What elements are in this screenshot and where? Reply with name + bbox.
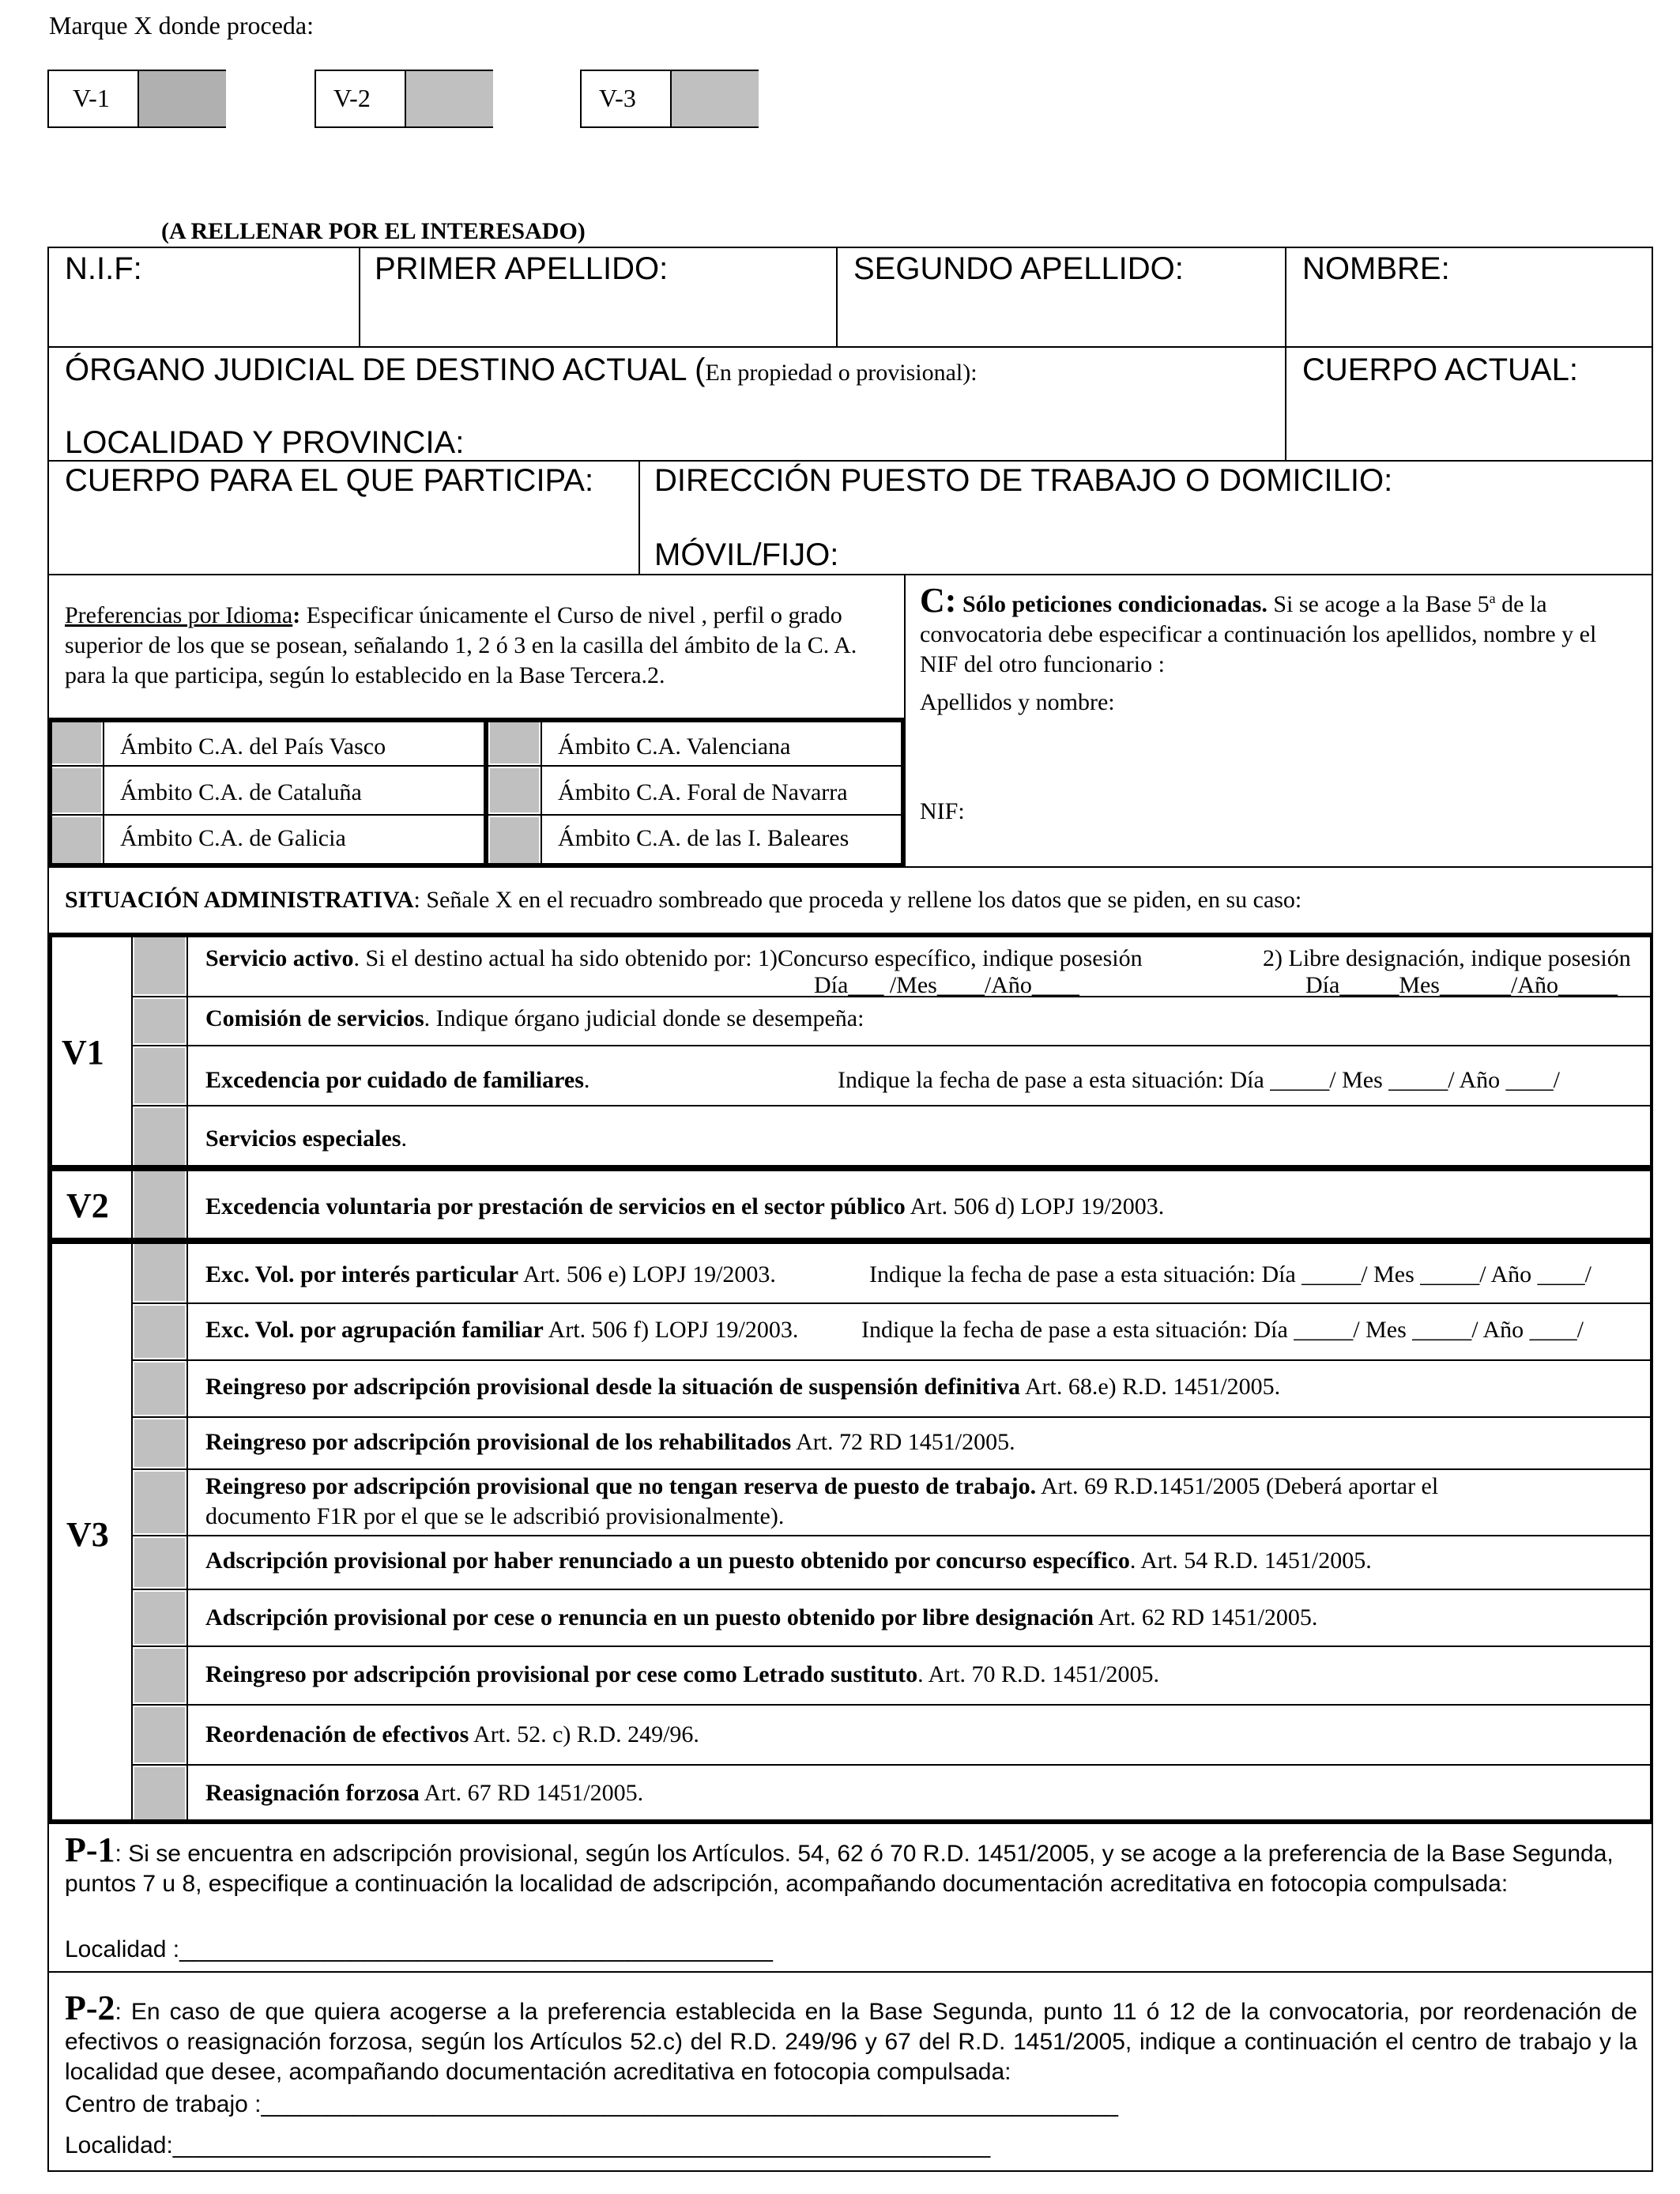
divider <box>484 718 488 868</box>
divider <box>836 247 838 346</box>
nif-label: N.I.F: <box>65 251 142 286</box>
v1-excedencia-text: Excedencia por cuidado de familiares. <box>205 1067 590 1093</box>
ambito-label: Ámbito C.A. de Galicia <box>120 825 346 851</box>
v3-item: Adscripción provisional por haber renunciado a un puesto obtenido por concurso específico. Art. 54 R.D. 1451/2005. <box>205 1547 1372 1574</box>
v3-checkbox[interactable] <box>134 1649 185 1702</box>
v1-especiales-checkbox[interactable] <box>134 1108 185 1165</box>
divider <box>186 936 188 1167</box>
divider <box>131 1242 133 1821</box>
cuerpo-actual-label: CUERPO ACTUAL: <box>1302 352 1578 387</box>
divider <box>133 1359 1650 1361</box>
divider <box>133 1589 1650 1590</box>
v3-item-fecha: Indique la fecha de pase a esta situación: Día _____/ Mes _____/ Año ____/ <box>861 1317 1584 1343</box>
divider <box>133 1764 1650 1766</box>
ambito-checkbox[interactable] <box>52 722 101 763</box>
v2-checkbox[interactable] <box>134 1171 185 1238</box>
option-v1-label: V-1 <box>73 84 110 112</box>
option-v2-label: V-2 <box>333 84 371 112</box>
ambito-checkbox[interactable] <box>52 768 101 812</box>
divider <box>133 1535 1650 1536</box>
cuerpo-participa-label: CUERPO PARA EL QUE PARTICIPA: <box>65 463 594 498</box>
segundo-apellido-label: SEGUNDO APELLIDO: <box>853 251 1184 286</box>
v3-item: Exc. Vol. por agrupación familiar Art. 506 f) LOPJ 19/2003. <box>205 1317 799 1343</box>
v3-checkbox[interactable] <box>134 1767 185 1819</box>
v3-label: V3 <box>66 1515 109 1554</box>
v3-item-fecha: Indique la fecha de pase a esta situación: Día _____/ Mes _____/ Año ____/ <box>869 1261 1591 1287</box>
divider <box>638 460 640 574</box>
v1-activo-libre: 2) Libre designación, indique posesión <box>1263 945 1631 971</box>
ambito-label: Ámbito C.A. Valenciana <box>558 733 791 760</box>
direccion-label: DIRECCIÓN PUESTO DE TRABAJO O DOMICILIO: <box>654 463 1393 498</box>
p2-localidad[interactable]: Localidad:______________________________________________________________ <box>65 2132 991 2158</box>
divider <box>133 1302 1650 1304</box>
divider <box>131 936 133 1167</box>
v1-label: V1 <box>62 1033 104 1072</box>
p1-localidad[interactable]: Localidad :_____________________________________________ <box>65 1936 773 1962</box>
divider <box>133 1468 1650 1470</box>
v1-activo-fecha2: Día_____Mes______/Año_____ <box>1305 972 1618 998</box>
divider <box>133 1704 1650 1706</box>
divider <box>47 574 1653 575</box>
ambito-checkbox[interactable] <box>490 722 539 763</box>
condicionadas-text: C: Sólo peticiones condicionadas. Si se acoge a la Base 5$^a$ de la convocatoria debe especificar a continuación los apellidos, nombre y el NIF del otro funcionario : <box>920 581 1597 677</box>
divider <box>133 1045 1650 1046</box>
v1-comision-checkbox[interactable] <box>134 999 185 1043</box>
v1-excedencia-fecha: Indique la fecha de pase a esta situación: Día _____/ Mes _____/ Año ____/ <box>838 1067 1560 1093</box>
ambito-label: Ámbito C.A. de las I. Baleares <box>558 825 849 851</box>
v1-activo-fecha1: Día___ /Mes____/Año____ <box>814 972 1079 998</box>
situacion-title: SITUACIÓN ADMINISTRATIVA: Señale X en el recuadro sombreado que proceda y rellene los datos que se piden, en su caso: <box>65 887 1302 913</box>
v3-item: Reingreso por adscripción provisional que no tengan reserva de puesto de trabajo. Art. 69 R.D.1451/2005 (Deberá aportar el <box>205 1473 1439 1499</box>
v1-excedencia-checkbox[interactable] <box>134 1048 185 1103</box>
v1-comision-text: Comisión de servicios. Indique órgano judicial donde se desempeña: <box>205 1005 864 1031</box>
nombre-label: NOMBRE: <box>1302 251 1450 286</box>
v3-checkbox[interactable] <box>134 1306 185 1358</box>
option-v1[interactable] <box>47 70 226 128</box>
apellidos-nombre-label: Apellidos y nombre: <box>920 689 1115 715</box>
localidad-provincia-label: LOCALIDAD Y PROVINCIA: <box>65 425 465 460</box>
ambito-checkbox[interactable] <box>52 817 101 863</box>
divider <box>103 721 104 865</box>
p2-centro[interactable]: Centro de trabajo :_________________________________________________________________ <box>65 2091 1118 2117</box>
divider <box>359 247 360 346</box>
v3-item: Reingreso por adscripción provisional de los rehabilitados Art. 72 RD 1451/2005. <box>205 1429 1015 1455</box>
ambito-label: Ámbito C.A. de Cataluña <box>120 779 362 805</box>
section-title: (A RELLENAR POR EL INTERESADO) <box>161 218 586 244</box>
ambito-label: Ámbito C.A. Foral de Navarra <box>558 779 848 805</box>
divider <box>1285 247 1286 460</box>
divider <box>133 1105 1650 1106</box>
divider <box>47 346 1653 348</box>
organo-label: ÓRGANO JUDICIAL DE DESTINO ACTUAL (En propiedad o provisional): <box>65 352 977 387</box>
option-v3-label: V-3 <box>599 84 636 112</box>
v2-text: Excedencia voluntaria por prestación de servicios en el sector público Art. 506 d) LOPJ 19/2003. <box>205 1193 1165 1220</box>
v1-especiales-text: Servicios especiales. <box>205 1125 407 1152</box>
v3-checkbox[interactable] <box>134 1538 185 1587</box>
divider <box>47 814 906 816</box>
divider <box>133 1416 1650 1418</box>
option-v3[interactable] <box>580 70 759 128</box>
ambito-label: Ámbito C.A. del País Vasco <box>120 733 386 760</box>
ambito-checkbox[interactable] <box>490 768 539 812</box>
v3-item: Reingreso por adscripción provisional desde la situación de suspensión definitiva Art. 68.e) R.D. 1451/2005. <box>205 1374 1281 1400</box>
primer-apellido-label: PRIMER APELLIDO: <box>375 251 669 286</box>
v3-checkbox[interactable] <box>134 1707 185 1762</box>
v3-checkbox[interactable] <box>134 1363 185 1415</box>
v3-checkbox[interactable] <box>134 1472 185 1533</box>
v3-item: Exc. Vol. por interés particular Art. 506 e) LOPJ 19/2003. <box>205 1261 776 1287</box>
p1-text: P-1: Si se encuentra en adscripción provisional, según los Artículos. 54, 62 ó 70 R.D. 1451/2005, y se acoge a la preferencia de la Base Segunda, puntos 7 u 8, especifique a continuación la localidad de adscripción, acompañando documentación acreditativa en fotocopia compulsada: <box>65 1830 1614 1897</box>
divider <box>131 1170 133 1239</box>
ambito-checkbox[interactable] <box>490 817 539 863</box>
v3-checkbox[interactable] <box>134 1592 185 1644</box>
v3-item: Reordenación de efectivos Art. 52. c) R.D. 249/96. <box>205 1721 699 1747</box>
instruction-text: Marque X donde proceda: <box>49 11 314 40</box>
divider <box>133 1646 1650 1647</box>
condicionadas-nif-label: NIF: <box>920 798 965 824</box>
movil-label: MÓVIL/FIJO: <box>654 537 839 572</box>
divider <box>186 1170 188 1239</box>
v3-item-line2: documento F1R por el que se le adscribió provisionalmente). <box>205 1503 785 1529</box>
divider <box>186 1242 188 1821</box>
v3-item: Adscripción provisional por cese o renuncia en un puesto obtenido por libre designación Art. 62 RD 1451/2005. <box>205 1604 1318 1630</box>
v1-activo-text: Servicio activo. Si el destino actual ha sido obtenido por: 1)Concurso específico, indique posesión <box>205 945 1143 971</box>
v1-activo-checkbox[interactable] <box>134 937 185 994</box>
v3-checkbox[interactable] <box>134 1419 185 1467</box>
option-v3-checkbox[interactable] <box>670 71 759 126</box>
idioma-text: Preferencias por Idioma: Especificar únicamente el Curso de nivel , perfil o grado superior de los que se posean, señalando 1, 2 ó 3 en la casilla del ámbito de la C. A. para la que participa, según lo establecido en la Base Tercera.2. <box>65 602 857 688</box>
v3-item: Reingreso por adscripción provisional por cese como Letrado sustituto. Art. 70 R.D. 1451/2005. <box>205 1661 1159 1687</box>
v3-checkbox[interactable] <box>134 1244 185 1301</box>
option-v2[interactable] <box>315 70 493 128</box>
divider <box>541 721 542 865</box>
p2-text: P-2: En caso de que quiera acogerse a la preferencia establecida en la Base Segunda, punto 11 ó 12 de la convocatoria, por reordenación de efectivos o reasignación forzosa, según los Artículos 52.c) del R.D. 249/96 y 67 del R.D. 1451/2005, indique a continuación el centro de trabajo y la localidad que desee, acompañando documentación acreditativa en fotocopia compulsada: <box>65 1989 1637 2085</box>
divider <box>47 765 906 767</box>
v3-item: Reasignación forzosa Art. 67 RD 1451/2005. <box>205 1780 644 1806</box>
v2-label: V2 <box>66 1186 109 1225</box>
option-v1-checkbox[interactable] <box>137 71 226 126</box>
option-v2-checkbox[interactable] <box>405 71 493 126</box>
